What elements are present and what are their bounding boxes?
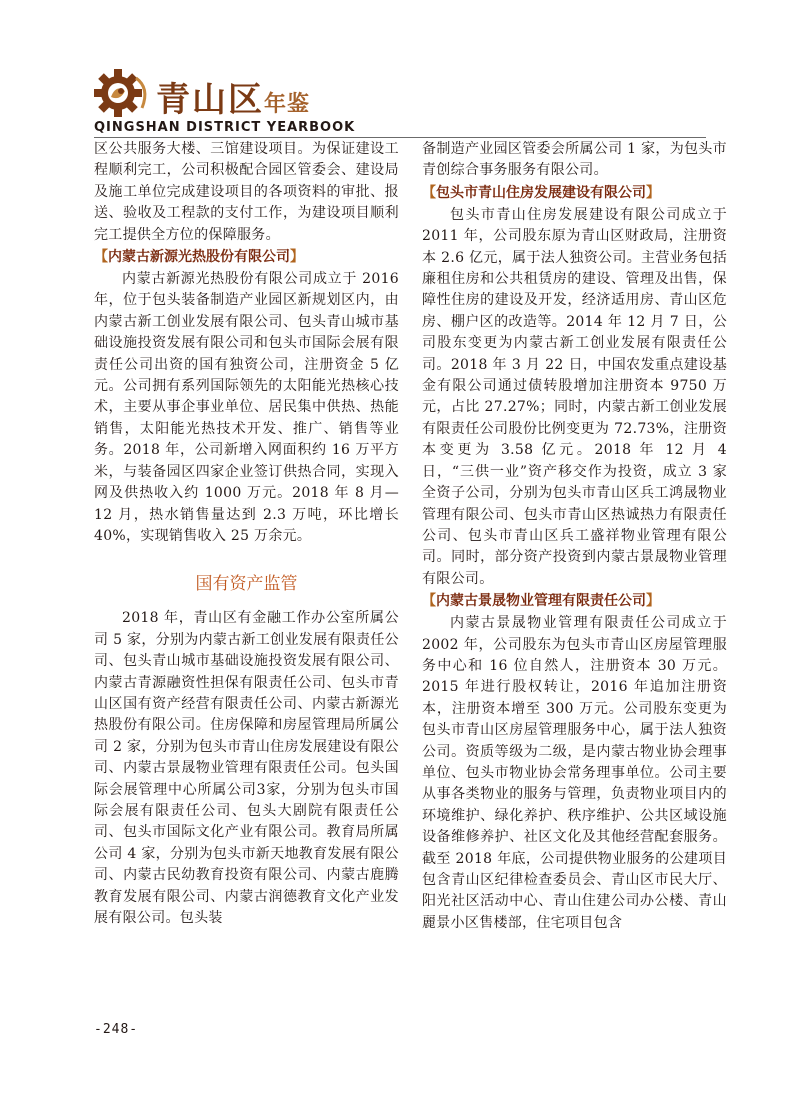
paragraph: 区公共服务大楼、三馆建设项目。为保证建设工程顺利完工，公司积极配合园区管委会、建设局及施工单位完成建设项目的各项资料的审批、报送、验收及工程款的支付工作，为建设项目顺利完工提供全方位的保障服务。: [94, 141, 399, 243]
paragraph: 包头市青山住房发展建设有限公司成立于 2011 年，公司股东原为青山区财政局，注册资本 2.6 亿元，属于法人独资公司。主营业务包括廉租住房和公共租赁房的建设、管理及出售，保障性住房的建设及开发，经济适用房、青山区危房、棚户区的改造等。2014 年 12 月 7 日，公司股东变更为内蒙古新工创业发展有限责任公司。2018 年 3 月 22 日，中国农发重点建设基金有限公司通过债转股增加注册资本 9750 万元，占比 27.27%；同时，内蒙古新工创业发展有限责任公司股份比例变更为 72.73%，注册资本变更为 3.58 亿元。2018 年 12 月 4 日，“三供一业”资产移交作为投资，成立 3 家全资子公司，分别为包头市青山区兵工鸿晟物业管理有限公司、包头市青山区热诚热力有限责任公司、包头市青山区兵工盛祥物业管理有限公司。同时，部分资产投资到内蒙古景晟物业管理有限公司。: [422, 206, 727, 587]
right-column: [422, 139, 727, 934]
paragraph: 2018 年，青山区有金融工作办公室所属公司 5 家，分别为内蒙古新工创业发展有限责任公司、包头青山城市基础设施投资发展有限公司、内蒙古青源融资性担保有限责任公司、包头市青山区国有资产经营有限责任公司、内蒙古新源光热股份有限公司。住房保障和房屋管理局所属公司 2 家，分别为包头市青山住房发展建设有限公司、内蒙古景晟物业管理有限责任公司。包头国际会展管理中心所属公司3家，分别为包头市国际会展有限责任公司、包头大剧院有限责任公司、包头市国际文化产业有限公司。教育局所属公司 4 家，分别为包头市新天地教育发展有限公司、内蒙古民幼教育投资有限公司、内蒙古鹿腾教育发展有限公司、内蒙古润德教育文化产业发展有限公司。包头装: [94, 610, 399, 926]
yearbook-title: 青山区年鉴: [156, 80, 311, 120]
yearbook-title-suffix: 年鉴: [264, 91, 311, 117]
paragraph: 内蒙古新源光热股份有限公司成立于 2016 年，位于包头装备制造产业园区新规划区内，由内蒙古新工创业发展有限公司、包头青山城市基础设施投资发展有限公司和包头市国际会展有限责任公司出资的国有独资公司，注册资金 5 亿元。公司拥有系列国际领先的太阳能光热核心技术，主要从事企事业单位、居民集中供热、热能销售，太阳能光热技术开发、推广、销售等业务。2018 年，公司新增入网面积约 16 万平方米，与装备园区四家企业签订供热合同，实现入网及供热收入约 1000 万元。2018 年 8 月—12 月，热水销售量达到 2.3 万吨，环比增长 40%，实现销售收入 25 万余元。: [94, 271, 399, 544]
section-heading: 国有资产监管: [195, 574, 298, 595]
company-heading: 【内蒙古景晟物业管理有限责任公司】: [422, 593, 660, 610]
left-column: [94, 139, 399, 929]
company-heading: 【内蒙古新源光热股份有限公司】: [94, 249, 304, 266]
gear-logo-icon: [92, 68, 154, 118]
page-number: -248-: [94, 1022, 139, 1037]
yearbook-subtitle: QINGSHAN DISTRICT YEARBOOK: [94, 120, 356, 135]
yearbook-logo: [92, 68, 412, 118]
paragraph: 备制造产业园区管委会所属公司 1 家，为包头市青创综合事务服务有限公司。: [422, 141, 727, 179]
company-heading: 【包头市青山住房发展建设有限公司】: [422, 184, 660, 201]
header-divider: [94, 137, 706, 138]
paragraph: 内蒙古景晟物业管理有限责任公司成立于 2002 年，公司股东为包头市青山区房屋管理服务中心和 16 位自然人，注册资本 30 万元。2015 年进行股权转让，2016 年追加注册资本，注册资本增至 300 万元。公司股东变更为包头市青山区房屋管理服务中心，属于法人独资公司。资质等级为二级，是内蒙古物业协会理事单位、包头市物业协会常务理事单位。公司主要从事各类物业的服务与管理，负责物业项目内的环境维护、绿化养护、秩序维护、公共区域设施设备维修养护、社区文化及其他经营配套服务。截至 2018 年底，公司提供物业服务的公建项目包含青山区纪律检查委员会、青山区市民大厅、阳光社区活动中心、青山住建公司办公楼、青山麗景小区售楼部，住宅项目包含: [422, 615, 727, 931]
